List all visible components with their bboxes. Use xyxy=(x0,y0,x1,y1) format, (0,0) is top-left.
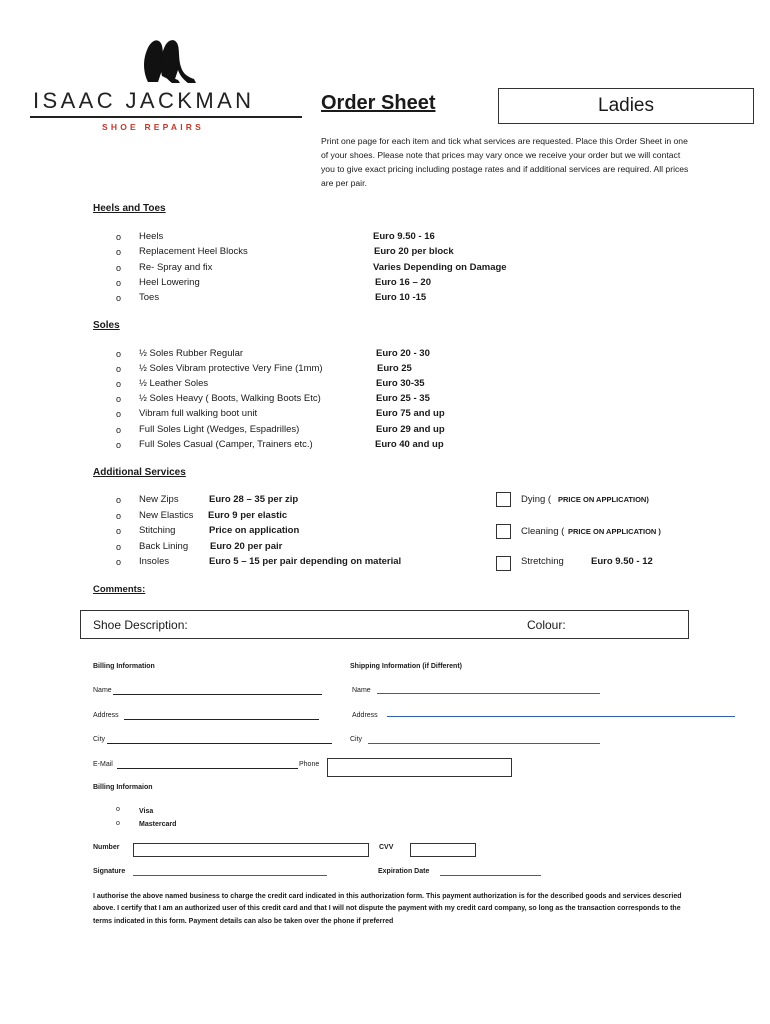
radio-bullet[interactable]: o xyxy=(116,232,122,242)
visa-option: Visa xyxy=(139,808,154,815)
cleaning-price-note: PRICE ON APPLICATION ) xyxy=(568,527,661,536)
radio-bullet[interactable]: o xyxy=(116,349,122,359)
brand-subtitle: SHOE REPAIRS xyxy=(102,122,205,132)
email-field[interactable] xyxy=(117,768,298,769)
radio-bullet[interactable]: o xyxy=(116,293,122,303)
card-number-field[interactable] xyxy=(133,843,369,857)
service-label: Insoles xyxy=(139,556,170,567)
shipping-city-label: City xyxy=(350,736,363,743)
radio-bullet[interactable]: o xyxy=(116,278,122,288)
signature-field[interactable] xyxy=(133,875,327,876)
radio-bullet[interactable]: o xyxy=(116,820,120,827)
service-label: Full Soles Light (Wedges, Espadrilles) xyxy=(139,424,300,435)
cleaning-checkbox[interactable] xyxy=(496,524,511,539)
dying-price-note: PRICE ON APPLICATION) xyxy=(558,495,649,504)
service-label: Re- Spray and fix xyxy=(139,262,213,273)
radio-bullet[interactable]: o xyxy=(116,247,122,257)
expiration-label: Expiration Date xyxy=(378,868,430,875)
billing-city-field[interactable] xyxy=(107,743,332,744)
service-price: Euro 20 per pair xyxy=(210,541,283,552)
intro-text: Print one page for each item and tick what services are requested. Place this Order Sheet in one of your shoes. Please note that prices may vary once we receive your order but we will contact you to give exact pricing including postage rates and if additional services are required. All prices are per pair. xyxy=(321,136,689,188)
service-price: Euro 20 - 30 xyxy=(376,348,430,359)
radio-bullet[interactable]: o xyxy=(116,364,122,374)
payment-title: Billing Informaion xyxy=(93,784,153,791)
phone-label: Phone xyxy=(299,761,320,768)
service-price: Euro 25 - 35 xyxy=(376,393,430,404)
service-price: Euro 16 – 20 xyxy=(375,277,431,288)
radio-bullet[interactable]: o xyxy=(116,542,122,552)
service-label: New Zips xyxy=(139,494,179,505)
service-price: Euro 28 – 35 per zip xyxy=(209,494,299,505)
signature-label: Signature xyxy=(93,868,126,875)
cleaning-label: Cleaning ( xyxy=(521,526,565,537)
soles-section-title: Soles xyxy=(93,320,120,331)
comments-title: Comments: xyxy=(93,584,146,595)
authorisation-text: I authorise the above named business to charge the credit card indicated in this authorization form. This payment authorization is for the described goods and services descried above. I certify that I am an authorized user of this credit card and that I will not dispute the payment with my credit card company, so long as the transaction corresponds to the terms indicated in this form. Payment details can also be taken over the phone if preferred xyxy=(93,893,682,925)
shipping-name-field[interactable] xyxy=(377,693,600,694)
radio-bullet[interactable]: o xyxy=(116,806,120,813)
radio-bullet[interactable]: o xyxy=(116,379,122,389)
service-price: Euro 25 xyxy=(377,363,412,374)
mastercard-option: Mastercard xyxy=(139,821,177,828)
service-label: Full Soles Casual (Camper, Trainers etc.) xyxy=(139,439,313,450)
brand-divider xyxy=(30,116,302,118)
radio-bullet[interactable]: o xyxy=(116,526,122,536)
billing-title: Billing Information xyxy=(93,663,155,670)
radio-bullet[interactable]: o xyxy=(116,425,122,435)
billing-name-field[interactable] xyxy=(113,694,322,695)
heels-section-title: Heels and Toes xyxy=(93,203,166,214)
dying-checkbox[interactable] xyxy=(496,492,511,507)
service-price: Euro 20 per block xyxy=(374,246,454,257)
shipping-name-label: Name xyxy=(352,687,371,694)
service-label: Heel Lowering xyxy=(139,277,200,288)
category-box xyxy=(498,88,754,124)
brand-name: ISAAC JACKMAN xyxy=(33,88,255,113)
shipping-address-field[interactable] xyxy=(387,716,735,717)
service-price: Euro 9 per elastic xyxy=(208,510,288,521)
service-label: Back Lining xyxy=(139,541,189,552)
service-label: ½ Leather Soles xyxy=(139,378,209,389)
service-price: Price on application xyxy=(209,525,300,536)
dying-label: Dying ( xyxy=(521,494,552,505)
stretching-price: Euro 9.50 - 12 xyxy=(591,556,653,567)
service-price: Euro 30-35 xyxy=(376,378,425,389)
service-label: Replacement Heel Blocks xyxy=(139,246,248,257)
service-price: Euro 10 -15 xyxy=(375,292,427,303)
radio-bullet[interactable]: o xyxy=(116,263,122,273)
colour-label: Colour: xyxy=(527,618,566,632)
radio-bullet[interactable]: o xyxy=(116,557,122,567)
shoe-description-label: Shoe Description: xyxy=(93,618,188,632)
category-label: Ladies xyxy=(598,95,654,116)
service-price: Varies Depending on Damage xyxy=(373,262,507,273)
page-title: Order Sheet xyxy=(321,92,436,114)
cvv-field[interactable] xyxy=(410,843,476,857)
phone-field[interactable] xyxy=(327,758,512,777)
service-label: Toes xyxy=(139,292,160,303)
additional-section-title: Additional Services xyxy=(93,467,186,478)
radio-bullet[interactable]: o xyxy=(116,394,122,404)
shipping-address-label: Address xyxy=(352,712,378,719)
billing-name-label: Name xyxy=(93,687,112,694)
billing-address-field[interactable] xyxy=(124,719,319,720)
service-label: Stitching xyxy=(139,525,176,536)
high-heel-logo-icon xyxy=(138,36,198,86)
billing-city-label: City xyxy=(93,736,106,743)
service-label: New Elastics xyxy=(139,510,194,521)
service-price: Euro 5 – 15 per pair depending on material xyxy=(209,556,402,567)
service-label: Vibram full walking boot unit xyxy=(139,408,258,419)
service-label: ½ Soles Heavy ( Boots, Walking Boots Etc) xyxy=(139,393,321,404)
shoe-description-field[interactable] xyxy=(80,610,689,639)
stretching-label: Stretching xyxy=(521,556,564,567)
service-price: Euro 9.50 - 16 xyxy=(373,231,435,242)
radio-bullet[interactable]: o xyxy=(116,495,122,505)
card-number-label: Number xyxy=(93,844,120,851)
email-label: E-Mail xyxy=(93,761,113,768)
billing-address-label: Address xyxy=(93,712,119,719)
cvv-label: CVV xyxy=(379,844,394,851)
radio-bullet[interactable]: o xyxy=(116,440,122,450)
service-price: Euro 40 and up xyxy=(375,439,444,450)
service-price: Euro 75 and up xyxy=(376,408,445,419)
service-label: ½ Soles Rubber Regular xyxy=(139,348,244,359)
shipping-city-field[interactable] xyxy=(368,743,600,744)
service-price: Euro 29 and up xyxy=(376,424,445,435)
expiration-field[interactable] xyxy=(440,875,541,876)
radio-bullet[interactable]: o xyxy=(116,409,122,419)
stretching-checkbox[interactable] xyxy=(496,556,511,571)
service-label: Heels xyxy=(139,231,164,242)
shipping-title: Shipping Information (if Different) xyxy=(350,663,462,670)
service-label: ½ Soles Vibram protective Very Fine (1mm) xyxy=(139,363,323,374)
radio-bullet[interactable]: o xyxy=(116,511,122,521)
